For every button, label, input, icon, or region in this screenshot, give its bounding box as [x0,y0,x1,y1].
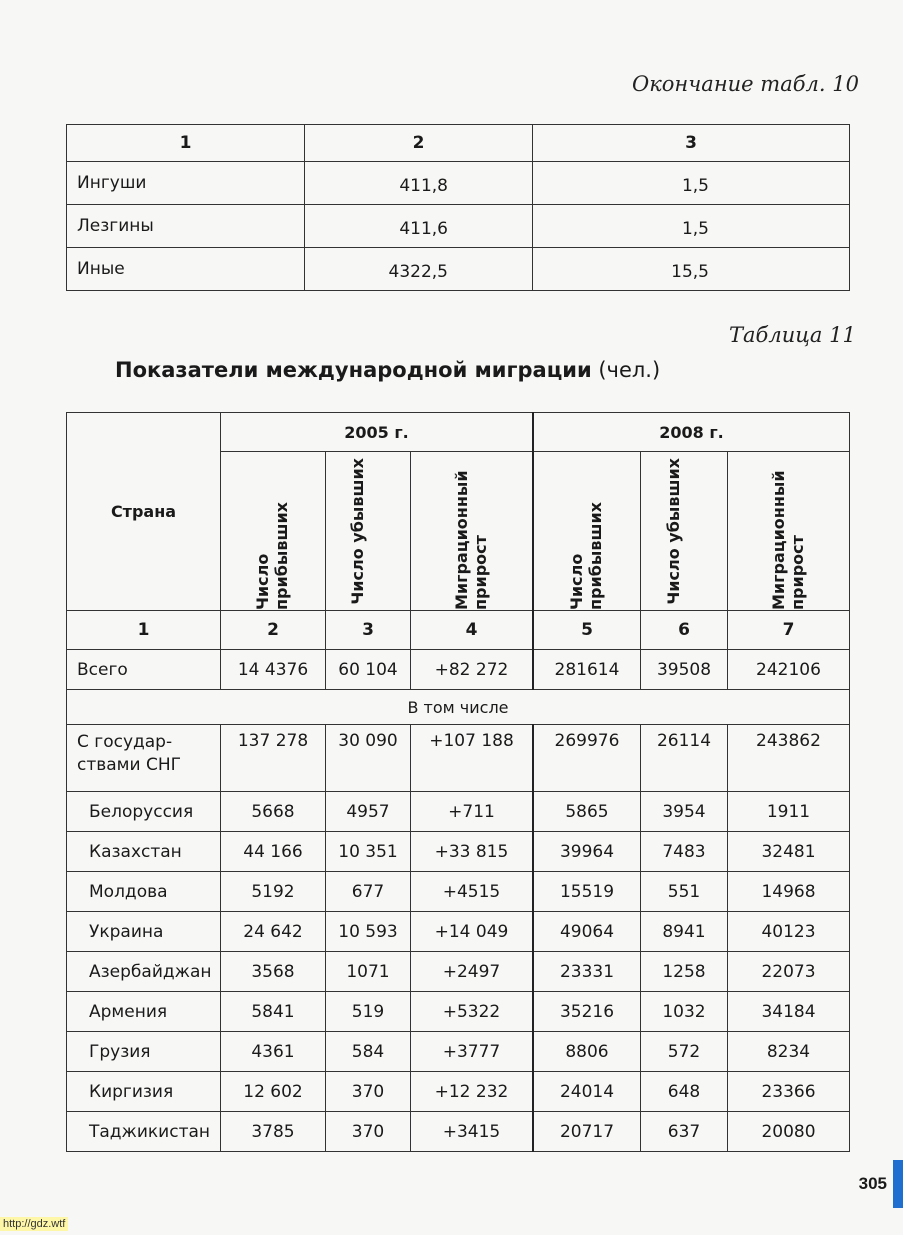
table11-caption: Таблица 11 [729,323,856,347]
table10-caption: Окончание табл. 10 [632,72,859,96]
row-name: Таджикистан [67,1112,221,1152]
cell: +5322 [411,992,534,1032]
cell: +3415 [411,1112,534,1152]
table11-country-header: Страна [67,413,221,611]
cell: +3777 [411,1032,534,1072]
cell: +2497 [411,952,534,992]
cell: 15519 [533,872,641,912]
col-number: 2 [221,611,326,650]
cis-name-line1: С государ- [77,732,173,752]
table-row-cis [67,725,850,792]
cell: +4515 [411,872,534,912]
table-row [67,205,850,248]
cell: 648 [641,1072,728,1112]
cell: 137 278 [221,725,326,792]
col-departures-2005: Число убывших [348,457,367,605]
cell: +711 [411,792,534,832]
col-arrivals-2005: Число прибывших [253,501,291,610]
cell: 22073 [728,952,850,992]
cell: 269976 [533,725,641,792]
table-row [67,952,850,992]
table10-header-row [67,125,850,162]
cis-name-line2: ствами СНГ [77,755,181,775]
cell: 14 4376 [221,650,326,690]
table10-value: 411,8 [305,162,533,205]
cell: 12 602 [221,1072,326,1112]
col-arrivals-2008: Число прибывших [567,501,605,610]
row-name: Казахстан [67,832,221,872]
col-header-cell [641,452,728,611]
cell: 5865 [533,792,641,832]
cell: 1258 [641,952,728,992]
cell: 14968 [728,872,850,912]
table-row-including [67,690,850,725]
cell: 242106 [728,650,850,690]
table-row [67,162,850,205]
col-header-cell [326,452,411,611]
cell: 5668 [221,792,326,832]
cell: 5192 [221,872,326,912]
cell: 24014 [533,1072,641,1112]
page-accent-bar [893,1160,903,1208]
row-name: Украина [67,912,221,952]
cell: 243862 [728,725,850,792]
cell: 1032 [641,992,728,1032]
table10-header-cell: 2 [305,125,533,162]
cell: 10 351 [326,832,411,872]
cell: 677 [326,872,411,912]
col-departures-2008: Число убывших [664,457,683,605]
col-header-cell [533,452,641,611]
cell: 1911 [728,792,850,832]
table10-header-cell: 1 [67,125,305,162]
row-name-cis [67,725,221,792]
table-row [67,912,850,952]
table10-name: Лезгины [67,205,305,248]
cell: 637 [641,1112,728,1152]
table10-value: 411,6 [305,205,533,248]
table-row-total [67,650,850,690]
col-number: 5 [533,611,641,650]
table11-year-2005: 2005 г. [221,413,534,452]
cell: 60 104 [326,650,411,690]
col-number: 6 [641,611,728,650]
cell: 3568 [221,952,326,992]
col-number: 3 [326,611,411,650]
row-name: Киргизия [67,1072,221,1112]
cell: 32481 [728,832,850,872]
table11 [66,412,850,1152]
cell: 8941 [641,912,728,952]
cell: 8806 [533,1032,641,1072]
cell: 23331 [533,952,641,992]
cell: 39508 [641,650,728,690]
cell: +82 272 [411,650,534,690]
row-name: Всего [67,650,221,690]
cell: +12 232 [411,1072,534,1112]
cell: 39964 [533,832,641,872]
cell: +107 188 [411,725,534,792]
cell: 370 [326,1072,411,1112]
cell: 8234 [728,1032,850,1072]
cell: 7483 [641,832,728,872]
cell: 44 166 [221,832,326,872]
cell: 34184 [728,992,850,1032]
table10-header-cell: 3 [533,125,850,162]
table10-value: 15,5 [533,248,850,291]
table-row [67,872,850,912]
table-row [67,792,850,832]
col-header-cell [221,452,326,611]
table11-country-rows [67,792,850,1152]
row-name: Азербайджан [67,952,221,992]
page-number: 305 [858,1174,887,1193]
table10-name: Ингуши [67,162,305,205]
cell: 24 642 [221,912,326,952]
table11-title-bold: Показатели международной миграции [115,358,592,382]
row-name: Грузия [67,1032,221,1072]
table-row [67,1112,850,1152]
table-row [67,1032,850,1072]
cell: +14 049 [411,912,534,952]
cell: +33 815 [411,832,534,872]
col-number: 7 [728,611,850,650]
cell: 4957 [326,792,411,832]
cell: 20080 [728,1112,850,1152]
row-name: Белоруссия [67,792,221,832]
cell: 551 [641,872,728,912]
cell: 5841 [221,992,326,1032]
col-number: 4 [411,611,534,650]
cell: 3785 [221,1112,326,1152]
table10-value: 1,5 [533,205,850,248]
cell: 572 [641,1032,728,1072]
table10 [66,124,850,291]
cell: 20717 [533,1112,641,1152]
including-label: В том числе [67,690,850,725]
cell: 519 [326,992,411,1032]
table-row [67,992,850,1032]
row-name: Армения [67,992,221,1032]
col-header-cell [728,452,850,611]
cell: 3954 [641,792,728,832]
table11-number-row [67,611,850,650]
table11-year-2008: 2008 г. [533,413,850,452]
table10-value: 1,5 [533,162,850,205]
cell: 26114 [641,725,728,792]
cell: 10 593 [326,912,411,952]
col-growth-2008: Миграционный прирост [768,470,807,610]
watermark-url: http://gdz.wtf [0,1217,68,1231]
cell: 30 090 [326,725,411,792]
cell: 4361 [221,1032,326,1072]
col-number: 1 [67,611,221,650]
row-name: Молдова [67,872,221,912]
col-growth-2005: Миграционный прирост [451,470,490,610]
table-row [67,1072,850,1112]
col-header-cell [411,452,534,611]
table-row [67,832,850,872]
cell: 281614 [533,650,641,690]
table11-title-unit: (чел.) [591,358,661,382]
table-row [67,248,850,291]
cell: 370 [326,1112,411,1152]
cell: 40123 [728,912,850,952]
cell: 23366 [728,1072,850,1112]
cell: 584 [326,1032,411,1072]
table10-name: Иные [67,248,305,291]
cell: 1071 [326,952,411,992]
cell: 49064 [533,912,641,952]
cell: 35216 [533,992,641,1032]
table11-year-row [67,413,850,452]
table10-value: 4322,5 [305,248,533,291]
table11-title [115,358,660,382]
